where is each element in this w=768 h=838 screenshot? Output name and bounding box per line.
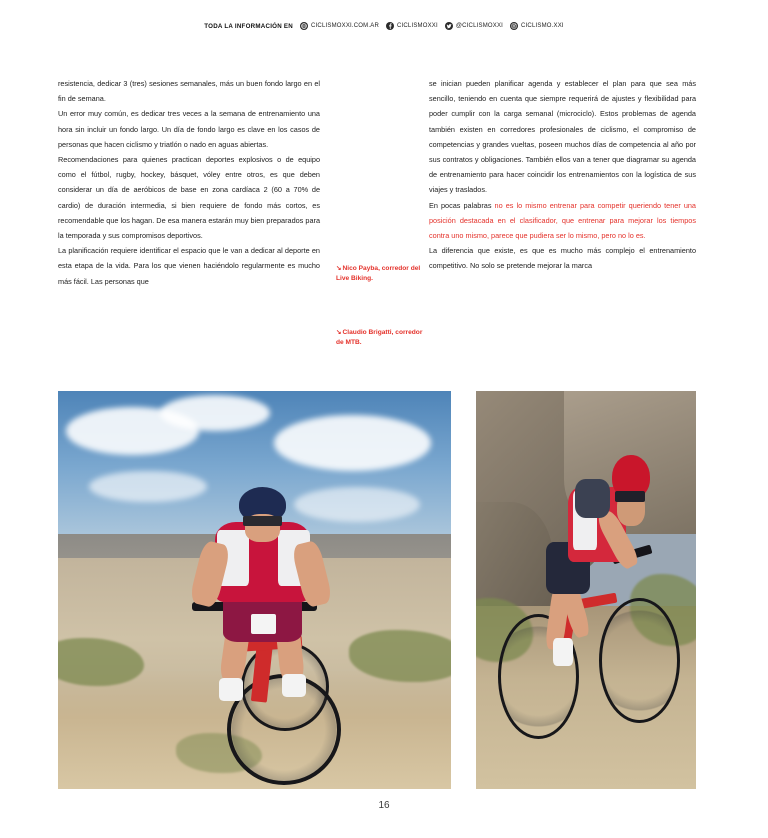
arrow-down-right-icon: ↘	[336, 265, 342, 272]
photo-caption-2	[336, 328, 424, 347]
paragraph: La planificación requiere identificar el espacio que le van a dedicar al deporte en esta etapa de la vida. Para los que vienen haciéndolo regularmente es mucho más fácil. Las personas que	[58, 246, 320, 286]
social-instagram-label: CICLISMO.XXI	[521, 23, 564, 29]
paragraph-highlighted	[429, 198, 696, 244]
social-facebook-label: CICLISMOXXI	[396, 23, 438, 29]
photo-caption-1	[336, 264, 424, 283]
column-left	[58, 76, 320, 289]
photo-caption-2-text: Claudio Brigatti, corredor de MTB.	[336, 329, 423, 346]
social-website-label: CICLISMOXXI.COM.AR	[311, 23, 379, 29]
photo-cyclist-side	[476, 391, 696, 789]
arrow-down-right-icon: ↘	[336, 329, 342, 336]
photo-cyclist-front	[58, 391, 451, 789]
social-instagram[interactable]	[510, 22, 564, 30]
paragraph: resistencia, dedicar 3 (tres) sesiones semanales, más un buen fondo largo en el fin de semana.	[58, 79, 320, 104]
globe-icon	[300, 22, 308, 30]
paragraph: La diferencia que existe, es que es mucho más complejo el entrenamiento competitivo. No solo se pretende mejorar la marca	[429, 246, 696, 271]
article-body	[0, 76, 768, 361]
facebook-icon	[386, 22, 394, 30]
social-twitter[interactable]	[445, 22, 503, 30]
instagram-icon	[510, 22, 518, 30]
social-website[interactable]	[300, 22, 379, 30]
social-facebook[interactable]	[386, 22, 438, 30]
header-label: TODA LA INFORMACIÓN EN	[204, 22, 294, 30]
paragraph: Recomendaciones para quienes practican deportes explosivos o de equipo como el fútbol, rugby, hockey, básquet, vóley entre otros, es que deben considerar un día de aeróbicos de base en zona cardíaca 2 (60 a 70% de cardio) de duración intermedia, si bien requiere de fondo más cortos, es recomendable que los hagan. De esa manera estarán muy bien preparados para la temporada y sus compromisos deportivos.	[58, 155, 320, 241]
page-number: 16	[378, 800, 390, 811]
photo-caption-1-text: Nico Payba, corredor del Live Biking.	[336, 265, 421, 282]
twitter-icon	[445, 22, 453, 30]
social-twitter-label: @CICLISMOXXI	[455, 23, 504, 29]
page-header	[0, 22, 768, 30]
paragraph-lead: En pocas palabras	[429, 200, 495, 210]
paragraph: se inician pueden planificar agenda y establecer el plan para que sea más sencillo, teniendo en cuenta que siempre requerirá de ajustes y flexibilidad para poder cumplir con la carga semanal (microciclo). Estos problemas de agenda también existen en corredores profesionales de ciclismo, el compromiso de competencias y grandes vueltas, poseen muchos días de competencia al año por sus contratos y obligaciones. También ellos van a tener que diagramar su agenda de entrenamiento para hacer coincidir los entrenamientos con la logística de sus viajes y traslados.	[429, 79, 696, 195]
paragraph: Un error muy común, es dedicar tres veces a la semana de entrenamiento una hora sin incluir un fondo largo. Un día de fondo largo es clave en los casos de personas que hacen ciclismo y triatlón o nado en aguas abiertas.	[58, 109, 320, 149]
highlighted-sentence: no es lo mismo entrenar para competir queriendo tener una posición destacada en el clasificador, que entrenar para mejorar los tiempos contra uno mismo, parece que pudiera ser lo mismo, pero no lo es.	[429, 200, 696, 241]
column-right	[429, 76, 696, 274]
